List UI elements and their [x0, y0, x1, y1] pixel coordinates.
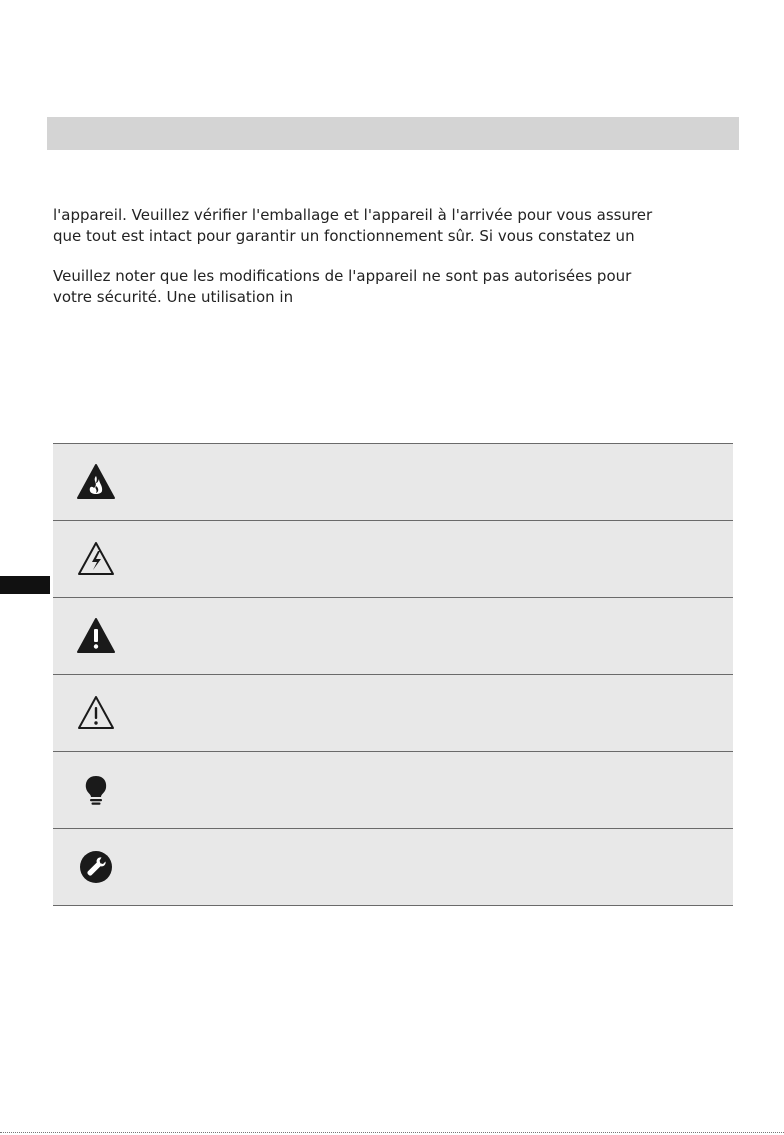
language-side-tab: [0, 576, 50, 594]
section-heading-bar: [47, 117, 739, 150]
symbol-row: [53, 598, 733, 675]
danger-warning-icon: [76, 616, 116, 656]
page-bottom-edge: [0, 1132, 784, 1133]
electric-shock-warning-icon: [76, 539, 116, 579]
symbol-row: [53, 829, 733, 906]
intro-paragraph: l'appareil. Veuillez vérifier l'emballage et l'appareil à l'arrivée pour vous assurer que tout est intact pour garantir un fonctionnement sûr. Si vous constatez un: [53, 206, 653, 245]
symbol-row: [53, 752, 733, 829]
flammable-warning-icon: [76, 462, 116, 502]
safety-symbols-table: [53, 443, 733, 906]
symbol-row: [53, 675, 733, 752]
modification-notice-paragraph: Veuillez noter que les modifications de l'appareil ne sont pas autorisées pour votre sécurité. Une utilisation in: [53, 267, 632, 306]
symbol-row: [53, 521, 733, 598]
wrench-maintenance-icon: [76, 847, 116, 887]
symbol-row: [53, 444, 733, 521]
lightbulb-tip-icon: [76, 770, 116, 810]
caution-warning-icon: [76, 693, 116, 733]
